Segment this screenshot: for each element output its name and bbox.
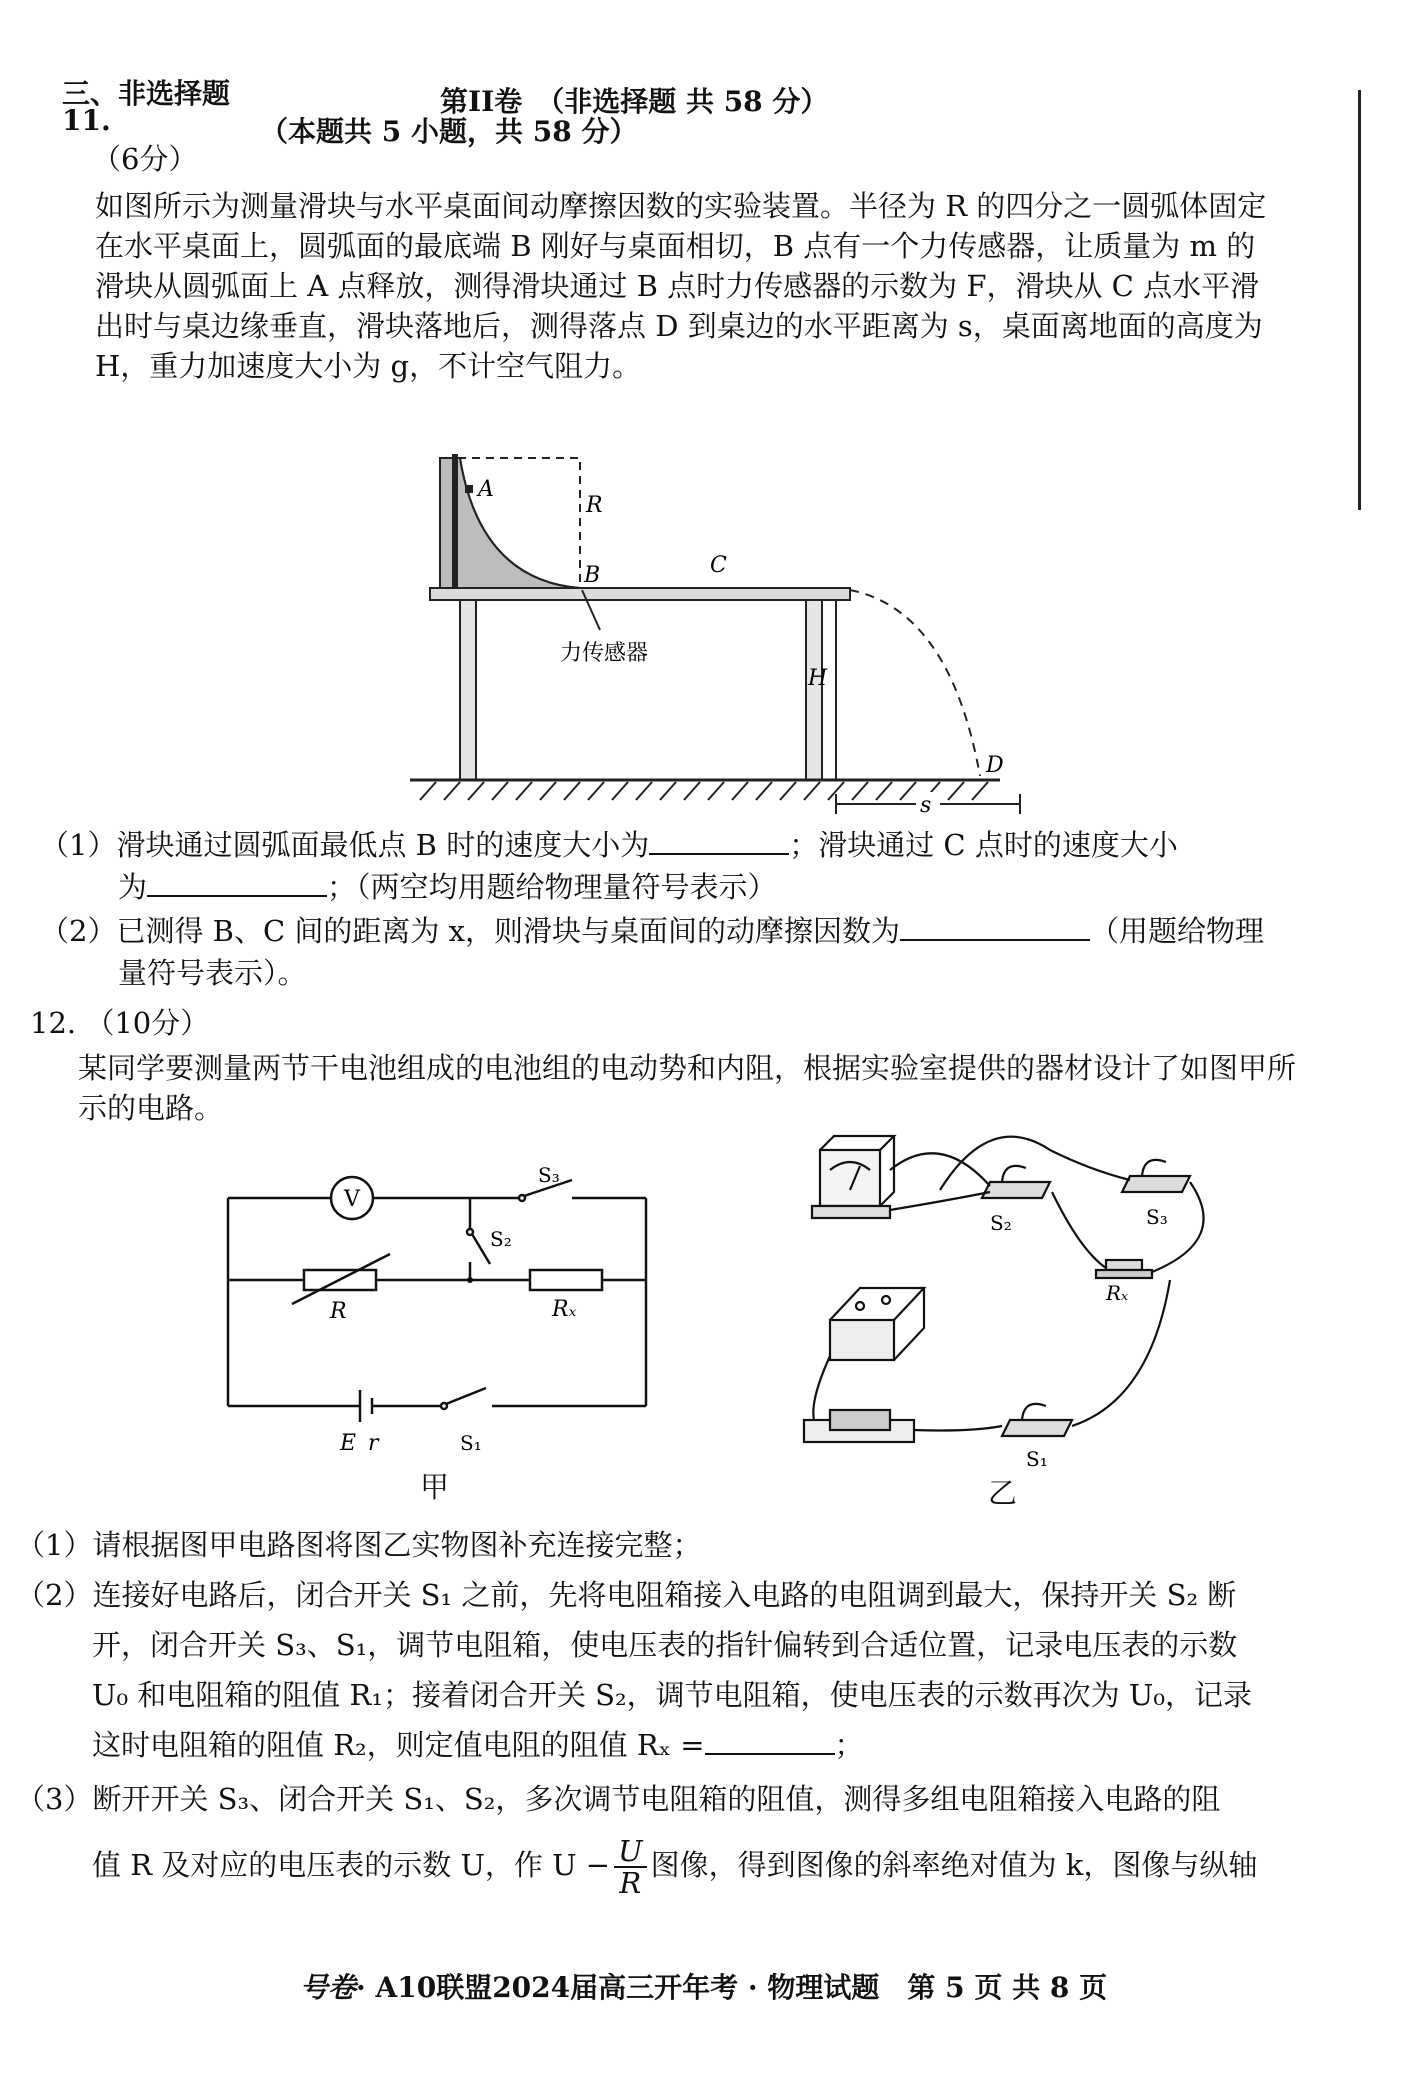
label-R-box: R xyxy=(330,1299,347,1324)
q12-sub2-text: 这时电阻箱的阻值 R₂，则定值电阻的阻值 Rₓ = xyxy=(92,1728,705,1762)
q12-sub2-line4 xyxy=(92,1726,864,1764)
label-H: H xyxy=(808,666,828,691)
q12-stem: 某同学要测量两节干电池组成的电池组的电动势和内阻，根据实验室提供的器材设计了如图甲所示的电路。 xyxy=(78,1051,1297,1125)
circuit-diagram-jia xyxy=(200,1150,680,1470)
label-R: R xyxy=(586,493,603,518)
label-B: B xyxy=(584,563,601,588)
caption-jia: 甲 xyxy=(420,1470,450,1504)
q11-sub2-line2: 量符号表示）。 xyxy=(118,956,307,990)
q12-sub3-text-a: 值 R 及对应的电压表的示数 U，作 U − xyxy=(92,1848,611,1882)
s-dimension xyxy=(830,790,1030,830)
section-note: （本题共 5 小题，共 58 分） xyxy=(260,115,638,148)
label-A: A xyxy=(478,477,494,502)
footer-text: · A10联盟2024届高三开年考 · 物理试题 第 5 页 共 8 页 xyxy=(356,1971,1108,2004)
label-Rx: Rₓ xyxy=(552,1297,577,1322)
q11-stem: 如图所示为测量滑块与水平桌面间动摩擦因数的实验装置。半径为 R 的四分之一圆弧体固定在水平桌面上，圆弧面的最底端 B 刚好与桌面相切，B 点有一个力传感器，让质量为 m 的滑块从圆弧面上 A 点释放，测得滑块通过 B 点时力传感器的示数为 F，滑块从 C 点水平滑出时与桌边缘垂直，滑块落地后，测得落点 D 到桌边的水平距离为 s，桌面离地面的高度为 H，重力加速度大小为 g，不计空气阻力。 xyxy=(95,189,1267,383)
q12-header xyxy=(30,1004,209,1042)
q12-sub2-line3: U₀ 和电阻箱的阻值 R₁；接着闭合开关 S₂，调节电阻箱，使电压表的示数再次为 U₀，记录 xyxy=(92,1678,1252,1712)
label-S3: S₃ xyxy=(538,1163,560,1187)
label-sensor: 力传感器 xyxy=(560,641,649,666)
wiring-diagram-yi xyxy=(790,1120,1250,1471)
answer-blank-2[interactable] xyxy=(147,869,327,897)
volume-title: 第II卷 （非选择题 共 58 分） xyxy=(440,85,829,118)
label-S2: S₂ xyxy=(490,1227,512,1251)
label-S3-physical: S₃ xyxy=(1146,1205,1168,1229)
section-title: 三、非选择题 xyxy=(62,77,231,110)
label-D: D xyxy=(986,753,1004,778)
q11-sub1-text-b: ；滑块通过 C 点时的速度大小 xyxy=(789,828,1178,862)
answer-blank-3[interactable] xyxy=(900,913,1090,941)
q12-score: （10分） xyxy=(85,1006,210,1040)
fraction-denominator: R xyxy=(619,1866,642,1900)
q11-sub2-text-a: （2）已测得 B、C 间的距离为 x，则滑块与桌面间的动摩擦因数为 xyxy=(40,914,900,948)
label-r: r xyxy=(368,1431,379,1456)
question-number-12: 12. xyxy=(30,1006,77,1040)
q12-sub2-end: ； xyxy=(834,1728,864,1762)
answer-blank-1[interactable] xyxy=(649,827,789,855)
q12-sub2-line1: （2）连接好电路后，闭合开关 S₁ 之前，先将电阻箱接入电路的电阻调到最大，保持开关 S₂ 断 xyxy=(16,1578,1237,1612)
caption-yi: 乙 xyxy=(988,1476,1018,1510)
label-S2-physical: S₂ xyxy=(990,1211,1012,1235)
q11-score: （6分） xyxy=(92,142,198,176)
label-Rx-physical: Rₓ xyxy=(1106,1281,1129,1305)
answer-blank-4[interactable] xyxy=(705,1727,835,1755)
q12-sub2-line2: 开，闭合开关 S₃、S₁，调节电阻箱，使电压表的指针偏转到合适位置，记录电压表的示数 xyxy=(92,1628,1238,1662)
q12-sub3-line2 xyxy=(92,1836,1257,1898)
q11-sub1-line2 xyxy=(118,868,777,906)
question-number-11: 11. xyxy=(62,104,111,137)
q12-sub1: （1）请根据图甲电路图将图乙实物图补充连接完整； xyxy=(16,1528,702,1562)
voltmeter-label: V xyxy=(344,1187,360,1212)
fraction-U-over-R xyxy=(614,1836,646,1898)
fraction-numerator: U xyxy=(614,1836,646,1868)
page-footer xyxy=(300,1966,1107,2006)
q11-apparatus-figure xyxy=(120,440,1004,800)
q11-sub1-text-c: 为 xyxy=(118,870,148,904)
q12-sub3-text-b: 图像，得到图像的斜率绝对值为 k，图像与纵轴 xyxy=(650,1848,1258,1882)
q11-sub2-text-b: （用题给物理 xyxy=(1089,914,1264,948)
label-C: C xyxy=(710,553,727,578)
label-S1: S₁ xyxy=(460,1431,482,1455)
label-E: E xyxy=(340,1431,357,1456)
label-S1-physical: S₁ xyxy=(1026,1447,1048,1471)
footer-brand-logo: 号卷 xyxy=(300,1971,357,2004)
q11-sub1-line1 xyxy=(40,826,1178,864)
margin-line xyxy=(1358,90,1361,510)
q12-sub3-line1: （3）断开开关 S₃、闭合开关 S₁、S₂，多次调节电阻箱的阻值，测得多组电阻箱接入电路的阻 xyxy=(16,1782,1221,1816)
q11-sub2-line1 xyxy=(40,912,1264,950)
q11-sub1-text-a: （1）滑块通过圆弧面最低点 B 时的速度大小为 xyxy=(40,828,650,862)
label-s: s xyxy=(920,793,932,818)
q11-sub1-text-d: ；（两空均用题给物理量符号表示） xyxy=(327,870,777,904)
